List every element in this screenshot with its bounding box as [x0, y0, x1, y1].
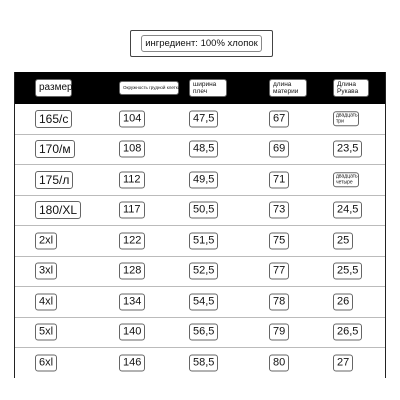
size-cell: 6xl — [35, 355, 57, 372]
size-cell: 4xl — [35, 293, 57, 310]
sleeve-cell: двадцать три — [333, 111, 359, 127]
table-row — [15, 287, 385, 318]
header-size: размер — [35, 79, 72, 97]
material-label: ингредиент: 100% хлопок — [141, 35, 262, 52]
shoulders-cell: 54,5 — [189, 293, 218, 310]
chest-cell: 140 — [119, 324, 145, 341]
sleeve-cell: 25,5 — [333, 263, 362, 280]
length-cell: 69 — [269, 141, 289, 158]
chest-cell: 146 — [119, 355, 145, 372]
sleeve-cell: 24,5 — [333, 202, 362, 219]
chest-cell: 112 — [119, 171, 145, 188]
chest-cell: 122 — [119, 232, 145, 249]
sleeve-cell: 26 — [333, 293, 353, 310]
table-row — [15, 135, 385, 166]
sleeve-cell: 25 — [333, 232, 353, 249]
sleeve-cell: 26,5 — [333, 324, 362, 341]
shoulders-cell: 47,5 — [189, 110, 218, 127]
sleeve-cell: двадцать четыре — [333, 172, 359, 188]
length-cell: 71 — [269, 171, 289, 188]
sleeve-cell: 27 — [333, 355, 353, 372]
shoulders-cell: 51,5 — [189, 232, 218, 249]
sleeve-cell: 23,5 — [333, 141, 362, 158]
shoulders-cell: 50,5 — [189, 202, 218, 219]
chest-cell: 117 — [119, 202, 145, 219]
table-row — [15, 196, 385, 227]
header-sleeve: Длина Рукава — [333, 79, 369, 97]
table-row — [15, 226, 385, 257]
header-chest: Окружность грудной клетки — [119, 81, 179, 95]
size-cell: 180/XL — [35, 201, 81, 219]
length-cell: 78 — [269, 293, 289, 310]
length-cell: 80 — [269, 355, 289, 372]
shoulders-cell: 48,5 — [189, 141, 218, 158]
header-shoulders: ширина плеч — [189, 79, 227, 97]
shoulders-cell: 52,5 — [189, 263, 218, 280]
table-row — [15, 348, 385, 379]
size-cell: 175/л — [35, 171, 73, 189]
table-header — [15, 72, 385, 104]
shoulders-cell: 49,5 — [189, 171, 218, 188]
shoulders-cell: 56,5 — [189, 324, 218, 341]
size-cell: 3xl — [35, 263, 57, 280]
length-cell: 67 — [269, 110, 289, 127]
material-label-box — [130, 30, 273, 57]
chest-cell: 134 — [119, 293, 145, 310]
table-row — [15, 257, 385, 288]
table-row — [15, 104, 385, 135]
length-cell: 79 — [269, 324, 289, 341]
size-cell: 5xl — [35, 324, 57, 341]
chest-cell: 128 — [119, 263, 145, 280]
size-cell: 165/с — [35, 110, 72, 128]
header-length: длина материи — [269, 79, 307, 97]
corner-decoration — [363, 0, 400, 37]
size-cell: 2xl — [35, 232, 57, 249]
length-cell: 73 — [269, 202, 289, 219]
size-table — [14, 72, 386, 378]
chest-cell: 108 — [119, 141, 145, 158]
length-cell: 75 — [269, 232, 289, 249]
chest-cell: 104 — [119, 110, 145, 127]
size-cell: 170/м — [35, 140, 75, 158]
length-cell: 77 — [269, 263, 289, 280]
table-row — [15, 318, 385, 349]
table-row — [15, 165, 385, 196]
shoulders-cell: 58,5 — [189, 355, 218, 372]
